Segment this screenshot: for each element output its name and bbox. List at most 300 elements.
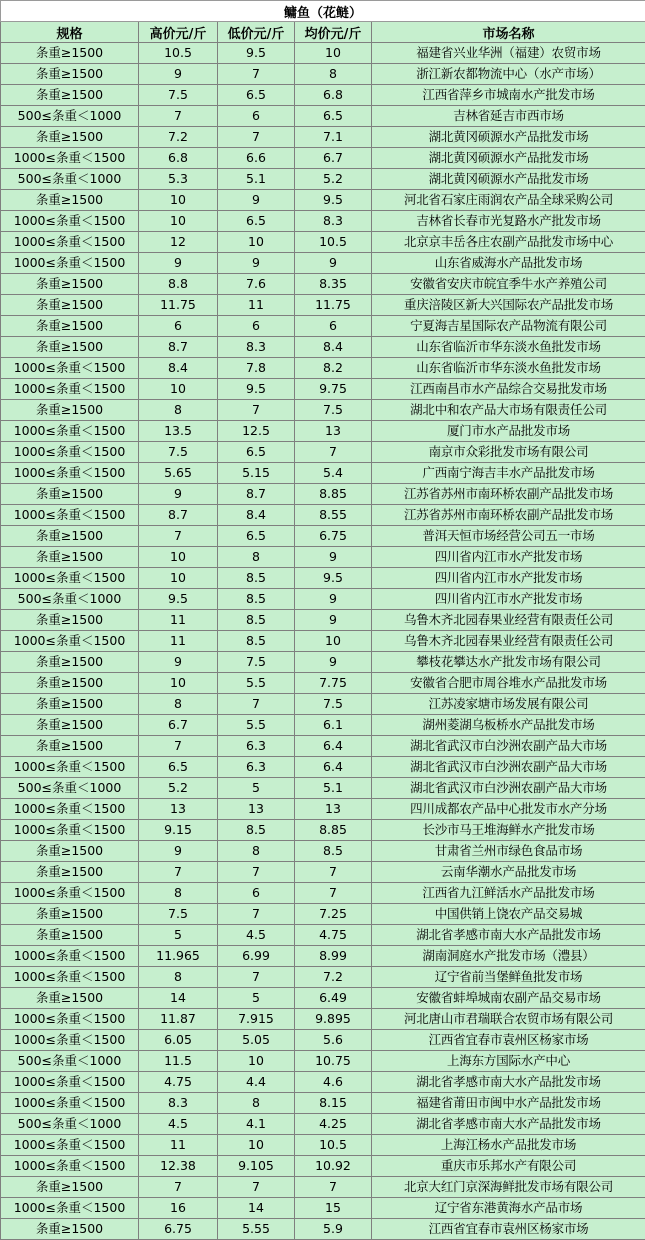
high-price-cell: 12 <box>139 232 218 253</box>
high-price-cell: 10 <box>139 547 218 568</box>
low-price-cell: 7 <box>218 127 295 148</box>
low-price-cell: 6.5 <box>218 442 295 463</box>
market-name-cell: 北京大红门京深海鲜批发市场有限公司 <box>372 1177 645 1198</box>
avg-price-cell: 7.1 <box>295 127 372 148</box>
avg-price-cell: 5.2 <box>295 169 372 190</box>
table-row <box>1 442 645 463</box>
low-price-cell: 7.915 <box>218 1009 295 1030</box>
low-price-cell: 8 <box>218 841 295 862</box>
spec-cell: 1000≤条重＜1500 <box>1 1030 139 1051</box>
high-price-cell: 4.75 <box>139 1072 218 1093</box>
low-price-cell: 6.6 <box>218 148 295 169</box>
market-name-cell: 中国供销上饶农产品交易城 <box>372 904 645 925</box>
market-name-cell: 湖北省孝感市南大水产品批发市场 <box>372 1072 645 1093</box>
spec-cell: 1000≤条重＜1500 <box>1 211 139 232</box>
spec-cell: 条重≥1500 <box>1 43 139 64</box>
avg-price-cell: 7.2 <box>295 967 372 988</box>
low-price-cell: 9 <box>218 190 295 211</box>
spec-cell: 1000≤条重＜1500 <box>1 379 139 400</box>
table-row <box>1 484 645 505</box>
low-price-cell: 5 <box>218 778 295 799</box>
low-price-cell: 9.5 <box>218 43 295 64</box>
spec-cell: 条重≥1500 <box>1 841 139 862</box>
market-name-cell: 湖北中和农产品大市场有限责任公司 <box>372 400 645 421</box>
table-row <box>1 295 645 316</box>
spec-cell: 1000≤条重＜1500 <box>1 883 139 904</box>
table-row <box>1 967 645 988</box>
table-row <box>1 778 645 799</box>
spec-cell: 条重≥1500 <box>1 85 139 106</box>
spec-cell: 条重≥1500 <box>1 1219 139 1240</box>
avg-price-cell: 9.5 <box>295 190 372 211</box>
avg-price-cell: 7.25 <box>295 904 372 925</box>
avg-price-cell: 8.4 <box>295 337 372 358</box>
low-price-cell: 11 <box>218 295 295 316</box>
spec-cell: 500≤条重＜1000 <box>1 1114 139 1135</box>
spec-cell: 条重≥1500 <box>1 316 139 337</box>
market-name-cell: 山东省威海水产品批发市场 <box>372 253 645 274</box>
spec-cell: 条重≥1500 <box>1 715 139 736</box>
high-price-cell: 12.38 <box>139 1156 218 1177</box>
table-body <box>1 43 645 1240</box>
low-price-cell: 6.3 <box>218 757 295 778</box>
high-price-cell: 11.965 <box>139 946 218 967</box>
table-row <box>1 211 645 232</box>
table-row <box>1 547 645 568</box>
high-price-cell: 10 <box>139 379 218 400</box>
avg-price-cell: 9.75 <box>295 379 372 400</box>
market-name-cell: 江西省九江鲜活水产品批发市场 <box>372 883 645 904</box>
avg-price-cell: 7 <box>295 442 372 463</box>
high-price-cell: 11 <box>139 631 218 652</box>
market-name-cell: 乌鲁木齐北园春果业经营有限责任公司 <box>372 610 645 631</box>
market-name-cell: 湖北黄冈硕源水产品批发市场 <box>372 127 645 148</box>
spec-cell: 1000≤条重＜1500 <box>1 757 139 778</box>
market-name-cell: 上海东方国际水产中心 <box>372 1051 645 1072</box>
spec-cell: 1000≤条重＜1500 <box>1 358 139 379</box>
spec-cell: 1000≤条重＜1500 <box>1 148 139 169</box>
avg-price-cell: 8.35 <box>295 274 372 295</box>
low-price-cell: 6.3 <box>218 736 295 757</box>
spec-cell: 1000≤条重＜1500 <box>1 1072 139 1093</box>
low-price-cell: 7.5 <box>218 652 295 673</box>
avg-price-cell: 6.49 <box>295 988 372 1009</box>
spec-cell: 条重≥1500 <box>1 988 139 1009</box>
avg-price-cell: 15 <box>295 1198 372 1219</box>
table-row <box>1 232 645 253</box>
table-row <box>1 337 645 358</box>
market-name-cell: 四川成都农产品中心批发市水产分场 <box>372 799 645 820</box>
spec-cell: 条重≥1500 <box>1 547 139 568</box>
low-price-cell: 6.99 <box>218 946 295 967</box>
avg-price-cell: 6.8 <box>295 85 372 106</box>
high-price-cell: 5.65 <box>139 463 218 484</box>
header-low <box>218 22 295 43</box>
market-name-cell: 四川省内江市水产批发市场 <box>372 589 645 610</box>
market-name-cell: 湖北黄冈硕源水产品批发市场 <box>372 148 645 169</box>
high-price-cell: 5 <box>139 925 218 946</box>
table-row <box>1 694 645 715</box>
low-price-cell: 7.8 <box>218 358 295 379</box>
spec-cell: 1000≤条重＜1500 <box>1 568 139 589</box>
high-price-cell: 9.15 <box>139 820 218 841</box>
table-row <box>1 43 645 64</box>
high-price-cell: 5.2 <box>139 778 218 799</box>
avg-price-cell: 9.895 <box>295 1009 372 1030</box>
low-price-cell: 7 <box>218 862 295 883</box>
title-row <box>1 1 645 22</box>
spec-cell: 500≤条重＜1000 <box>1 778 139 799</box>
spec-cell: 1000≤条重＜1500 <box>1 1009 139 1030</box>
avg-price-cell: 9 <box>295 253 372 274</box>
table-row <box>1 85 645 106</box>
avg-price-cell: 6.1 <box>295 715 372 736</box>
avg-price-cell: 6.5 <box>295 106 372 127</box>
market-name-cell: 河北唐山市君瑞联合农贸市场有限公司 <box>372 1009 645 1030</box>
table-row <box>1 925 645 946</box>
table-row <box>1 1093 645 1114</box>
avg-price-cell: 8.2 <box>295 358 372 379</box>
low-price-cell: 8 <box>218 547 295 568</box>
spec-cell: 条重≥1500 <box>1 673 139 694</box>
high-price-cell: 11.5 <box>139 1051 218 1072</box>
table-row <box>1 1030 645 1051</box>
low-price-cell: 7 <box>218 400 295 421</box>
market-name-cell: 江西南昌市水产品综合交易批发市场 <box>372 379 645 400</box>
spec-cell: 条重≥1500 <box>1 904 139 925</box>
low-price-cell: 5.55 <box>218 1219 295 1240</box>
market-name-cell: 湖北省武汉市白沙洲农副产品大市场 <box>372 778 645 799</box>
spec-cell: 条重≥1500 <box>1 127 139 148</box>
spec-cell: 500≤条重＜1000 <box>1 589 139 610</box>
high-price-cell: 11 <box>139 610 218 631</box>
high-price-cell: 14 <box>139 988 218 1009</box>
low-price-cell: 8.5 <box>218 820 295 841</box>
avg-price-cell: 9 <box>295 610 372 631</box>
avg-price-cell: 9 <box>295 589 372 610</box>
low-price-cell: 13 <box>218 799 295 820</box>
spec-cell: 1000≤条重＜1500 <box>1 1135 139 1156</box>
table-row <box>1 631 645 652</box>
table-row <box>1 1156 645 1177</box>
avg-price-cell: 7 <box>295 862 372 883</box>
market-name-cell: 北京京丰岳各庄农副产品批发市场中心 <box>372 232 645 253</box>
market-name-cell: 南京市众彩批发市场有限公司 <box>372 442 645 463</box>
header-spec <box>1 22 139 43</box>
high-price-cell: 7 <box>139 1177 218 1198</box>
header-high-label: 高价元/斤 <box>149 26 207 42</box>
table-row <box>1 862 645 883</box>
spec-cell: 1000≤条重＜1500 <box>1 967 139 988</box>
header-spec-label: 规格 <box>56 26 83 42</box>
high-price-cell: 7 <box>139 736 218 757</box>
high-price-cell: 4.5 <box>139 1114 218 1135</box>
table-row <box>1 64 645 85</box>
market-name-cell: 四川省内江市水产批发市场 <box>372 568 645 589</box>
market-name-cell: 长沙市马王堆海鲜水产批发市场 <box>372 820 645 841</box>
avg-price-cell: 10.5 <box>295 232 372 253</box>
table-row <box>1 757 645 778</box>
high-price-cell: 8 <box>139 883 218 904</box>
table-row <box>1 505 645 526</box>
table-row <box>1 946 645 967</box>
high-price-cell: 7 <box>139 106 218 127</box>
market-name-cell: 四川省内江市水产批发市场 <box>372 547 645 568</box>
low-price-cell: 7 <box>218 64 295 85</box>
spec-cell: 条重≥1500 <box>1 337 139 358</box>
low-price-cell: 7 <box>218 967 295 988</box>
spec-cell: 500≤条重＜1000 <box>1 1051 139 1072</box>
high-price-cell: 6.05 <box>139 1030 218 1051</box>
table-row <box>1 820 645 841</box>
market-name-cell: 山东省临沂市华东淡水鱼批发市场 <box>372 337 645 358</box>
market-name-cell: 云南华潮水产品批发市场 <box>372 862 645 883</box>
high-price-cell: 10.5 <box>139 43 218 64</box>
high-price-cell: 8.7 <box>139 337 218 358</box>
spec-cell: 条重≥1500 <box>1 1177 139 1198</box>
spec-cell: 1000≤条重＜1500 <box>1 820 139 841</box>
market-name-cell: 安徽省合肥市周谷堆水产品批发市场 <box>372 673 645 694</box>
spec-cell: 1000≤条重＜1500 <box>1 1156 139 1177</box>
market-name-cell: 湖北黄冈硕源水产品批发市场 <box>372 169 645 190</box>
high-price-cell: 6.7 <box>139 715 218 736</box>
low-price-cell: 9 <box>218 253 295 274</box>
avg-price-cell: 9.5 <box>295 568 372 589</box>
avg-price-cell: 6.75 <box>295 526 372 547</box>
avg-price-cell: 6.4 <box>295 757 372 778</box>
low-price-cell: 5.5 <box>218 715 295 736</box>
high-price-cell: 9 <box>139 484 218 505</box>
low-price-cell: 10 <box>218 1135 295 1156</box>
table-row <box>1 568 645 589</box>
high-price-cell: 8.7 <box>139 505 218 526</box>
avg-price-cell: 8.55 <box>295 505 372 526</box>
market-name-cell: 重庆涪陵区新大兴国际农产品批发市场 <box>372 295 645 316</box>
high-price-cell: 9 <box>139 841 218 862</box>
low-price-cell: 8.7 <box>218 484 295 505</box>
low-price-cell: 6.5 <box>218 211 295 232</box>
avg-price-cell: 6 <box>295 316 372 337</box>
spec-cell: 条重≥1500 <box>1 400 139 421</box>
low-price-cell: 10 <box>218 232 295 253</box>
low-price-cell: 5.15 <box>218 463 295 484</box>
high-price-cell: 9 <box>139 253 218 274</box>
header-row <box>1 22 645 43</box>
market-name-cell: 湖州菱湖乌板桥水产品批发市场 <box>372 715 645 736</box>
avg-price-cell: 13 <box>295 421 372 442</box>
avg-price-cell: 10.75 <box>295 1051 372 1072</box>
table-row <box>1 841 645 862</box>
high-price-cell: 6.8 <box>139 148 218 169</box>
spec-cell: 1000≤条重＜1500 <box>1 1093 139 1114</box>
spec-cell: 条重≥1500 <box>1 526 139 547</box>
low-price-cell: 14 <box>218 1198 295 1219</box>
header-high <box>139 22 218 43</box>
low-price-cell: 6 <box>218 883 295 904</box>
table-row <box>1 799 645 820</box>
high-price-cell: 11.87 <box>139 1009 218 1030</box>
low-price-cell: 4.5 <box>218 925 295 946</box>
avg-price-cell: 11.75 <box>295 295 372 316</box>
low-price-cell: 10 <box>218 1051 295 1072</box>
high-price-cell: 11.75 <box>139 295 218 316</box>
high-price-cell: 9 <box>139 652 218 673</box>
avg-price-cell: 7.5 <box>295 694 372 715</box>
table-row <box>1 610 645 631</box>
table-row <box>1 400 645 421</box>
market-name-cell: 宁夏海吉星国际农产品物流有限公司 <box>372 316 645 337</box>
low-price-cell: 9.105 <box>218 1156 295 1177</box>
spec-cell: 条重≥1500 <box>1 862 139 883</box>
market-name-cell: 乌鲁木齐北园春果业经营有限责任公司 <box>372 631 645 652</box>
market-name-cell: 安徽省蚌埠城南农副产品交易市场 <box>372 988 645 1009</box>
low-price-cell: 8.5 <box>218 631 295 652</box>
spec-cell: 条重≥1500 <box>1 190 139 211</box>
high-price-cell: 13 <box>139 799 218 820</box>
market-name-cell: 江苏省苏州市南环桥农副产品批发市场 <box>372 505 645 526</box>
avg-price-cell: 4.75 <box>295 925 372 946</box>
low-price-cell: 5.1 <box>218 169 295 190</box>
low-price-cell: 8.3 <box>218 337 295 358</box>
avg-price-cell: 7 <box>295 1177 372 1198</box>
avg-price-cell: 8.85 <box>295 484 372 505</box>
table-row <box>1 358 645 379</box>
table-row <box>1 316 645 337</box>
table-row <box>1 253 645 274</box>
avg-price-cell: 4.25 <box>295 1114 372 1135</box>
low-price-cell: 4.1 <box>218 1114 295 1135</box>
table-row <box>1 421 645 442</box>
market-name-cell: 安徽省安庆市皖宜季牛水产养殖公司 <box>372 274 645 295</box>
header-market-label: 市场名称 <box>482 26 535 42</box>
table-row <box>1 106 645 127</box>
low-price-cell: 6.5 <box>218 85 295 106</box>
market-name-cell: 湖北省孝感市南大水产品批发市场 <box>372 1114 645 1135</box>
avg-price-cell: 5.6 <box>295 1030 372 1051</box>
spec-cell: 500≤条重＜1000 <box>1 169 139 190</box>
spec-cell: 条重≥1500 <box>1 652 139 673</box>
market-name-cell: 河北省石家庄雨润农产品全球采购公司 <box>372 190 645 211</box>
avg-price-cell: 10.92 <box>295 1156 372 1177</box>
high-price-cell: 8.8 <box>139 274 218 295</box>
spec-cell: 1000≤条重＜1500 <box>1 253 139 274</box>
avg-price-cell: 13 <box>295 799 372 820</box>
low-price-cell: 5.5 <box>218 673 295 694</box>
table-row <box>1 1177 645 1198</box>
avg-price-cell: 8 <box>295 64 372 85</box>
avg-price-cell: 6.7 <box>295 148 372 169</box>
high-price-cell: 8 <box>139 967 218 988</box>
avg-price-cell: 7 <box>295 883 372 904</box>
high-price-cell: 7.5 <box>139 904 218 925</box>
avg-price-cell: 9 <box>295 547 372 568</box>
high-price-cell: 7.5 <box>139 85 218 106</box>
table-row <box>1 190 645 211</box>
avg-price-cell: 8.85 <box>295 820 372 841</box>
market-name-cell: 江西省萍乡市城南水产批发市场 <box>372 85 645 106</box>
spec-cell: 条重≥1500 <box>1 925 139 946</box>
spec-cell: 500≤条重＜1000 <box>1 106 139 127</box>
table-row <box>1 988 645 1009</box>
market-name-cell: 湖北省武汉市白沙洲农副产品大市场 <box>372 757 645 778</box>
market-name-cell: 重庆市乐邦水产有限公司 <box>372 1156 645 1177</box>
header-market <box>372 22 645 43</box>
header-avg-label: 均价元/斤 <box>304 26 362 42</box>
avg-price-cell: 6.4 <box>295 736 372 757</box>
table-row <box>1 1135 645 1156</box>
high-price-cell: 7.5 <box>139 442 218 463</box>
spec-cell: 1000≤条重＜1500 <box>1 799 139 820</box>
high-price-cell: 10 <box>139 190 218 211</box>
low-price-cell: 7 <box>218 1177 295 1198</box>
table-row <box>1 589 645 610</box>
market-name-cell: 江西省宜春市袁州区杨家市场 <box>372 1219 645 1240</box>
table-row <box>1 1114 645 1135</box>
spec-cell: 1000≤条重＜1500 <box>1 442 139 463</box>
table-title: 鳙鱼（花鲢） <box>1 1 645 22</box>
high-price-cell: 7 <box>139 862 218 883</box>
low-price-cell: 8.5 <box>218 610 295 631</box>
market-name-cell: 普洱天恒市场经营公司五一市场 <box>372 526 645 547</box>
market-name-cell: 攀枝花攀达水产批发市场有限公司 <box>372 652 645 673</box>
avg-price-cell: 8.5 <box>295 841 372 862</box>
low-price-cell: 5.05 <box>218 1030 295 1051</box>
high-price-cell: 8.4 <box>139 358 218 379</box>
avg-price-cell: 8.99 <box>295 946 372 967</box>
market-name-cell: 江西省宜春市袁州区杨家市场 <box>372 1030 645 1051</box>
spec-cell: 1000≤条重＜1500 <box>1 463 139 484</box>
avg-price-cell: 5.1 <box>295 778 372 799</box>
table-row <box>1 652 645 673</box>
spec-cell: 1000≤条重＜1500 <box>1 946 139 967</box>
low-price-cell: 8.5 <box>218 589 295 610</box>
table-row <box>1 1219 645 1240</box>
low-price-cell: 6.5 <box>218 526 295 547</box>
high-price-cell: 11 <box>139 1135 218 1156</box>
table-row <box>1 1051 645 1072</box>
header-avg <box>295 22 372 43</box>
market-name-cell: 江苏凌家塘市场发展有限公司 <box>372 694 645 715</box>
market-name-cell: 广西南宁海吉丰水产品批发市场 <box>372 463 645 484</box>
high-price-cell: 16 <box>139 1198 218 1219</box>
high-price-cell: 9 <box>139 64 218 85</box>
low-price-cell: 8 <box>218 1093 295 1114</box>
market-name-cell: 辽宁省东港黄海水产品市场 <box>372 1198 645 1219</box>
avg-price-cell: 8.3 <box>295 211 372 232</box>
market-name-cell: 吉林省延吉市西市场 <box>372 106 645 127</box>
spec-cell: 条重≥1500 <box>1 295 139 316</box>
table-row <box>1 526 645 547</box>
avg-price-cell: 10 <box>295 43 372 64</box>
avg-price-cell: 7.5 <box>295 400 372 421</box>
table-row <box>1 1072 645 1093</box>
header-low-label: 低价元/斤 <box>227 26 285 42</box>
market-name-cell: 湖北省孝感市南大水产品批发市场 <box>372 925 645 946</box>
spec-cell: 条重≥1500 <box>1 694 139 715</box>
low-price-cell: 9.5 <box>218 379 295 400</box>
market-name-cell: 湖北省武汉市白沙洲农副产品大市场 <box>372 736 645 757</box>
table-row <box>1 127 645 148</box>
market-name-cell: 甘肃省兰州市绿色食品市场 <box>372 841 645 862</box>
table-row <box>1 274 645 295</box>
market-name-cell: 湖南洞庭水产批发市场（澧县） <box>372 946 645 967</box>
spec-cell: 1000≤条重＜1500 <box>1 232 139 253</box>
market-name-cell: 辽宁省前当堡鲜鱼批发市场 <box>372 967 645 988</box>
high-price-cell: 8.3 <box>139 1093 218 1114</box>
table-row <box>1 169 645 190</box>
table-row <box>1 1198 645 1219</box>
low-price-cell: 7 <box>218 904 295 925</box>
